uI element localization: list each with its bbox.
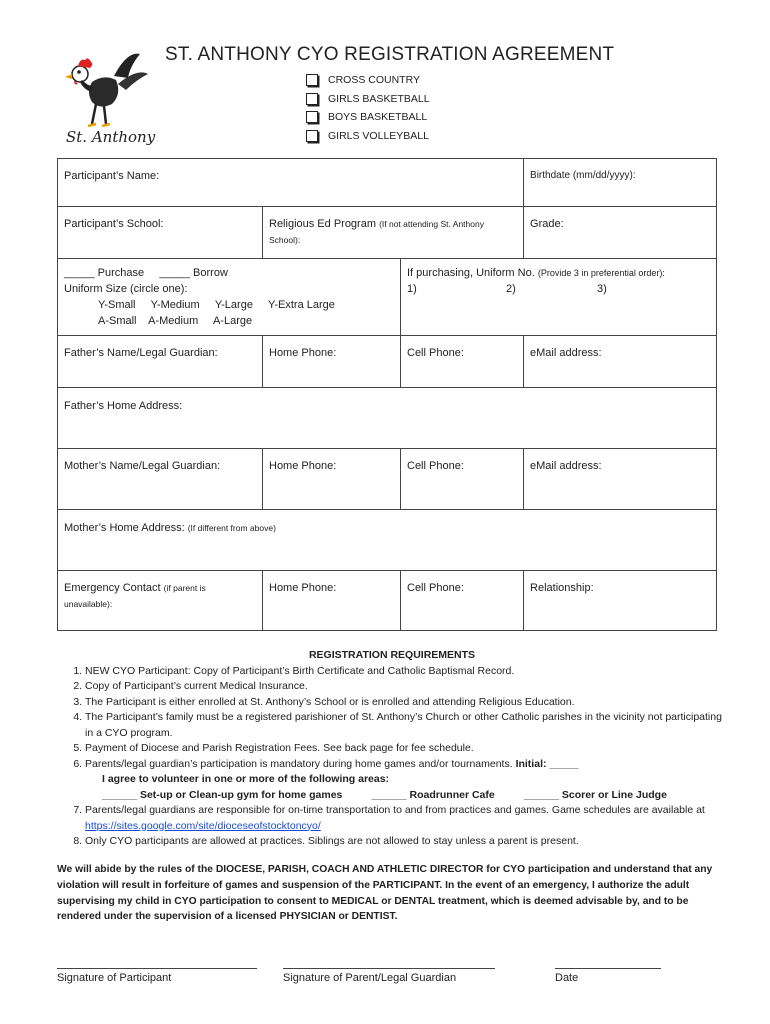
- checkbox-icon[interactable]: [306, 93, 318, 105]
- father-home-phone-field[interactable]: Home Phone:: [263, 336, 401, 388]
- emergency-contact-field[interactable]: Emergency Contact (if parent is unavailable):: [58, 571, 263, 631]
- agreement-statement: We will abide by the rules of the DIOCESE, PARISH, COACH AND ATHLETIC DIRECTOR for CYO participation and understand that any violation will result in forfeiture of games and suspension of the PARTICIPANT. In the event of an emergency, I authorize the adult supervising my child in CYO participation to consent to MEDICAL or DENTAL treatment, which is deemed advisable by, and to be rendered under the supervision of a licensed PHYSICIAN or DENTIST.: [57, 864, 713, 923]
- parent-signature-line[interactable]: [283, 968, 495, 969]
- volunteer-intro: I agree to volunteer in one or more of the following areas:: [102, 773, 390, 785]
- checkbox-icon[interactable]: [306, 74, 318, 86]
- relationship-field[interactable]: Relationship:: [524, 571, 717, 631]
- registration-form-table: [57, 158, 717, 631]
- uniform-number-field[interactable]: If purchasing, Uniform No. (Provide 3 in preferential order): 1) 2) 3): [401, 259, 717, 336]
- volunteer-option-scorer[interactable]: ______ Scorer or Line Judge: [523, 788, 667, 801]
- mother-cell-phone-field[interactable]: Cell Phone:: [401, 449, 524, 510]
- participant-signature-label: Signature of Participant: [57, 972, 172, 984]
- emergency-home-phone-field[interactable]: Home Phone:: [263, 571, 401, 631]
- date-label: Date: [555, 972, 579, 984]
- requirement-item: 1. NEW CYO Participant: Copy of Participant’s Birth Certificate and Catholic Baptismal Record.: [85, 664, 727, 680]
- uniform-size-field[interactable]: _____ Purchase _____ Borrow Uniform Size (circle one): Y-Small Y-Medium Y-Large Y-Extra Large A-Small A-Medium A-Large: [58, 259, 401, 336]
- father-cell-phone-field[interactable]: Cell Phone:: [401, 336, 524, 388]
- cyo-schedule-link[interactable]: https://sites.google.com/site/dioceseofstocktoncyo/: [85, 819, 321, 832]
- grade-field[interactable]: Grade:: [524, 207, 717, 259]
- sport-option-girls-basketball[interactable]: GIRLS BASKETBALL: [306, 90, 430, 109]
- requirements-title: REGISTRATION REQUIREMENTS: [308, 649, 476, 661]
- requirement-item: 7. Parents/legal guardians are responsible for on-time transportation to and from practices and games. Game schedules are available at https://sites.google.com/site/dioceseofstocktoncyo/: [85, 803, 727, 834]
- requirement-item: 2. Copy of Participant’s current Medical Insurance.: [85, 679, 727, 695]
- requirement-item: 5. Payment of Diocese and Parish Registration Fees. See back page for fee schedule.: [85, 741, 727, 757]
- requirement-item: 4. The Participant’s family must be a registered parishioner of St. Anthony’s Church or other Catholic parishes in the vicinity not participating in a CYO program.: [85, 710, 727, 741]
- mother-address-field[interactable]: Mother’s Home Address: (If different from above): [58, 510, 717, 571]
- requirement-item: 3. The Participant is either enrolled at St. Anthony’s School or is enrolled and attending Religious Education.: [85, 695, 727, 711]
- participant-signature-line[interactable]: [57, 968, 257, 969]
- sport-option-girls-volleyball[interactable]: GIRLS VOLLEYBALL: [306, 127, 430, 146]
- checkbox-icon[interactable]: [306, 111, 318, 123]
- father-address-field[interactable]: Father’s Home Address:: [58, 388, 717, 449]
- requirement-item: 8. Only CYO participants are allowed at practices. Siblings are not allowed to stay unless a parent is present.: [85, 834, 727, 850]
- checkbox-icon[interactable]: [306, 130, 318, 142]
- emergency-cell-phone-field[interactable]: Cell Phone:: [401, 571, 524, 631]
- sport-option-cross-country[interactable]: CROSS COUNTRY: [306, 71, 430, 90]
- mother-email-field[interactable]: eMail address:: [524, 449, 717, 510]
- page-title: ST. ANTHONY CYO REGISTRATION AGREEMENT: [165, 44, 615, 65]
- father-name-field[interactable]: Father’s Name/Legal Guardian:: [58, 336, 263, 388]
- mother-name-field[interactable]: Mother’s Name/Legal Guardian:: [58, 449, 263, 510]
- mother-home-phone-field[interactable]: Home Phone:: [263, 449, 401, 510]
- sport-option-boys-basketball[interactable]: BOYS BASKETBALL: [306, 108, 430, 127]
- volunteer-option-cafe[interactable]: ______ Roadrunner Cafe: [371, 788, 495, 801]
- sports-checklist: [306, 71, 430, 145]
- registration-requirements: [57, 648, 727, 850]
- logo-text: St. Anthony: [66, 128, 156, 146]
- volunteer-option-setup[interactable]: ______ Set-up or Clean-up gym for home games: [102, 788, 343, 801]
- birthdate-field[interactable]: Birthdate (mm/dd/yyyy):: [524, 159, 717, 207]
- religious-ed-field[interactable]: Religious Ed Program (If not attending St. Anthony School):: [263, 207, 524, 259]
- initial-field[interactable]: Initial: _____: [515, 757, 579, 770]
- date-signature-line[interactable]: [555, 968, 661, 969]
- participant-name-field[interactable]: Participant’s Name:: [58, 159, 524, 207]
- requirement-item: 6. Parents/legal guardian’s participation is mandatory during home games and/or tournaments. Initial: _____ I agree to volunteer in one or more of the following areas: ______ Set-up or Clean-up gym for home games ______ Roadrunner Cafe ______ Scorer or Line Judge: [85, 757, 727, 804]
- parent-signature-label: Signature of Parent/Legal Guardian: [283, 972, 457, 984]
- participant-school-field[interactable]: Participant’s School:: [58, 207, 263, 259]
- st-anthony-logo: [52, 46, 157, 156]
- father-email-field[interactable]: eMail address:: [524, 336, 717, 388]
- volunteer-options: [85, 788, 727, 804]
